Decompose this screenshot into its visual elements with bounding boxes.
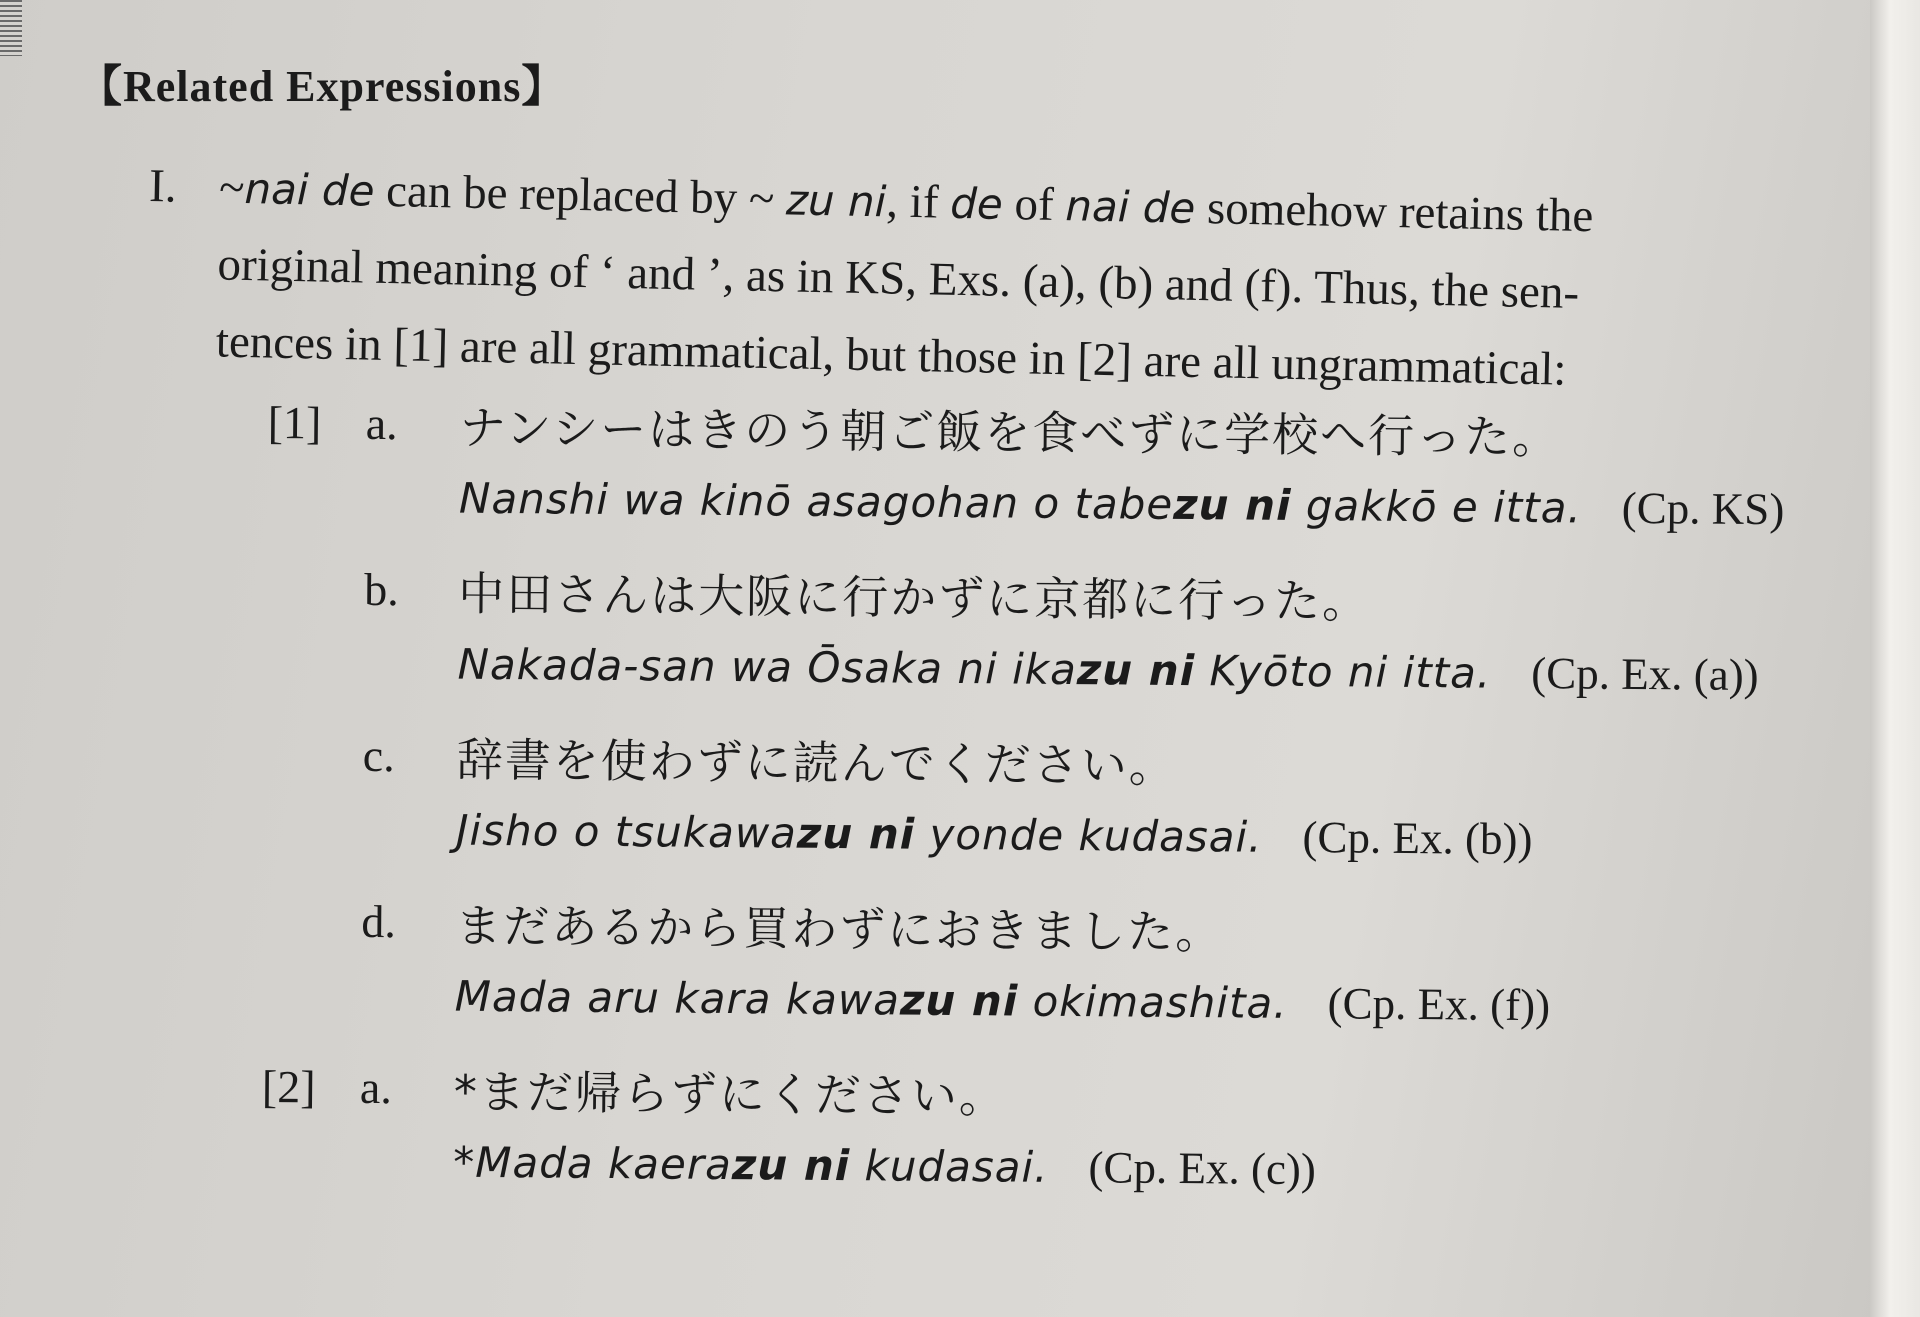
term-nai-de: nai de [244,163,375,216]
paragraph-number: I. [148,159,178,213]
cross-reference: (Cp. KS) [1621,482,1785,535]
paragraph-line-2: original meaning of ‘ and ’, as in KS, Exs. (a), (b) and (f). Thus, the sen- [217,238,1580,319]
japanese-sentence: *まだ帰らずにください。 [453,1064,1008,1124]
romanized-sentence [454,970,1550,1032]
example-letter: d. [361,895,397,948]
romanized-sentence [459,472,1785,536]
japanese-sentence: 辞書を使わずに読んでください。 [456,732,1177,793]
tilde: ~ [218,161,246,214]
example-list [261,390,1868,1208]
example-letter: a. [365,397,398,450]
cross-reference: (Cp. Ex. (f)) [1327,978,1551,1031]
romanized-sentence [456,804,1533,865]
term-de: de [949,178,1004,229]
page-edge [1870,0,1920,1317]
japanese-sentence: ナンシーはきのう朝ご飯を食べずに学校へ行った。 [459,400,1561,465]
explanation-paragraph [145,148,1869,415]
romaji-part: Nanshi wa kinō asagohan o tabe [458,473,1174,529]
romaji-part: Kyōto ni itta. [1194,646,1492,698]
japanese-sentence: 中田さんは大阪に行かずに京都に行った。 [457,566,1371,629]
romaji-bold-part: zu ni [796,808,916,859]
romanized-sentence [457,638,1759,701]
romaji-part: yonde kudasai. [914,809,1263,862]
example-letter: a. [359,1061,393,1114]
romaji-part: okimashita. [1018,976,1288,1028]
text-segment: somehow retains the [1194,181,1594,243]
cross-reference: (Cp. Ex. (b)) [1302,812,1533,865]
example-item [265,556,1866,736]
romaji-part: gakkō e itta. [1291,480,1583,533]
text-segment: can be replaced by ~ [373,164,787,226]
romaji-part: Mada aru kara kawa [454,971,901,1025]
example-item [264,722,1865,902]
example-letter: c. [362,729,395,782]
romanized-sentence [453,1136,1316,1196]
paragraph-line-3: tences in [1] are all grammatical, but those in [2] are all ungrammatical: [215,315,1567,396]
section-heading: 【Related Expressions】 [78,62,567,111]
romaji-bold-part: zu ni [1173,479,1292,530]
binding-edge [0,0,22,56]
term-nai-de: nai de [1064,181,1196,233]
romaji-bold-part: zu ni [1076,645,1196,696]
text-segment: of [1002,177,1066,232]
example-item [262,888,1863,1068]
example-group-label: [2] [261,1060,316,1113]
romaji-part: *Mada kaera [453,1137,733,1190]
example-item [261,1054,1862,1208]
romaji-bold-part: zu ni [731,1140,851,1191]
example-group-label: [1] [267,396,322,449]
romaji-part: kudasai. [849,1141,1049,1192]
cross-reference: (Cp. Ex. (c)) [1088,1142,1317,1195]
cross-reference: (Cp. Ex. (a)) [1531,648,1759,701]
example-item [267,390,1868,570]
text-segment: , if [885,175,951,229]
example-letter: b. [364,563,399,616]
japanese-sentence: まだあるから買わずにおきました。 [455,898,1224,960]
romaji-bold-part: zu ni [899,975,1019,1026]
romaji-part: Nakada-san wa Ōsaka ni ika [457,639,1078,695]
term-zu-ni: zu ni [785,175,887,227]
romaji-part: Jisho o tsukawa [455,805,798,858]
